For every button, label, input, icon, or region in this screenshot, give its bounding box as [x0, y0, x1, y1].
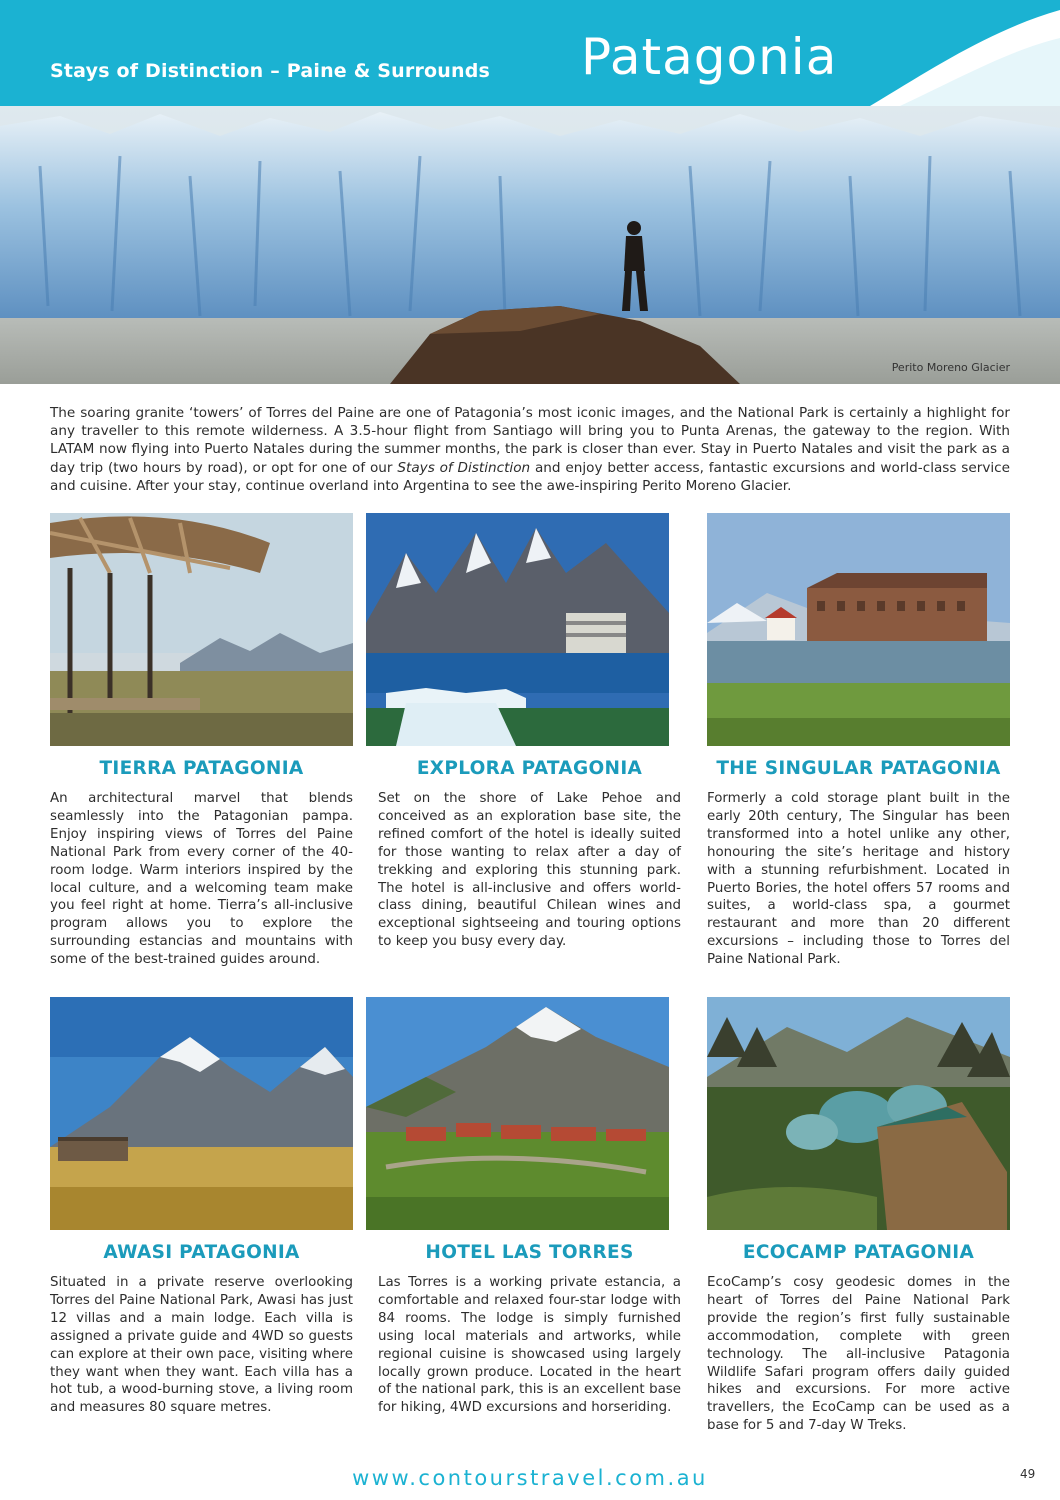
page-number: 49 — [1020, 1467, 1036, 1481]
photo-hotel-las-torres — [366, 997, 669, 1230]
photo-caption: Perito Moreno Glacier — [891, 361, 1010, 374]
card-title-explora: EXPLORA PATAGONIA — [416, 758, 643, 779]
card-title-ecocamp: ECOCAMP PATAGONIA — [742, 1242, 975, 1263]
page-title: Patagonia — [581, 28, 838, 86]
intro-paragraph: The soaring granite ‘towers’ of Torres del Paine are one of Patagonia’s most iconic images, and the National Park is certainly a highlight for any traveller to this remote wilderness. A 3.5-hour flight from Santiago will bring you to Punta Arenas, the gateway to the region. With LATAM now flying into Puerto Natales during the summer months, the park is closer than ever. Stay in Puerto Natales and visit the park as a day trip (two hours by road), or opt for one of our Stays of Distinction and enjoy better access, fantastic excursions and world-class service and cuisine. After your stay, continue overland into Argentina to see the awe-inspiring Perito Moreno Glacier. — [50, 405, 1010, 494]
card-text-singular: Formerly a cold storage plant built in the early 20th century, The Singular has been transformed into a hotel unlike any other, honouring the site’s heritage and history with a stunning refurbishment. Located in Puerto Bories, the hotel offers 57 rooms and suites, a world-class spa, a gourmet restaurant and more than 20 different excursions – including those to Torres del Paine National Park. — [707, 791, 1010, 968]
photo-ecocamp-patagonia — [707, 997, 1010, 1230]
card-text-tierra: An architectural marvel that blends seamlessly into the Patagonian pampa. Enjoy inspiring views of Torres del Paine National Park from every corner of the 40-room lodge. Warm interiors inspired by the local culture, and a welcoming team make you feel right at home. Tierra’s all-inclusive program allows you to explore the surrounding estancias and mountains with some of the best-trained guides around. — [50, 791, 353, 968]
card-title-tierra: TIERRA PATAGONIA — [99, 758, 304, 779]
section-subtitle: Stays of Distinction – Paine & Surrounds — [50, 60, 491, 82]
hero-image-glacier — [0, 106, 1060, 384]
card-text-ecocamp: EcoCamp’s cosy geodesic domes in the heart of Torres del Paine National Park provide the region’s first fully sustainable accommodation, complete with green technology. The all-inclusive Patagonia Wildlife Safari program offers daily guided hikes and excursions. For more active travellers, the EcoCamp can be used as a base for 5 and 7-day W Treks. — [707, 1275, 1010, 1434]
photo-tierra-patagonia — [50, 513, 353, 746]
card-title-awasi: AWASI PATAGONIA — [103, 1242, 300, 1263]
card-title-singular: THE SINGULAR PATAGONIA — [716, 758, 1001, 779]
card-title-las-torres: HOTEL LAS TORRES — [425, 1242, 634, 1263]
website-url[interactable]: www.contourstravel.com.au — [352, 1466, 708, 1490]
card-text-las-torres: Las Torres is a working private estancia, a comfortable and relaxed four-star lodge with 84 rooms. The lodge is simply furnished using local materials and artworks, while regional cuisine is showcased using largely locally grown produce. Located in the heart of the national park, this is an excellent base for hiking, 4WD excursions and horseriding. — [378, 1275, 681, 1416]
photo-the-singular-patagonia — [707, 513, 1010, 746]
card-text-explora: Set on the shore of Lake Pehoe and conceived as an exploration base site, the refined comfort of the hotel is ideally suited for those wanting to relax after a day of trekking and exploring this stunning park. The hotel is all-inclusive and offers world-class dining, beautiful Chilean wines and exceptional sightseeing and touring options to keep you busy every day. — [378, 791, 681, 950]
page-header — [0, 0, 1060, 106]
photo-explora-patagonia — [366, 513, 669, 746]
card-text-awasi: Situated in a private reserve overlooking Torres del Paine National Park, Awasi has just 12 villas and a main lodge. Each villa is assigned a private guide and 4WD so guests can explore at their own pace, visiting where they want when they want. Each villa has a hot tub, a wood-burning stove, a living room and measures 80 square metres. — [50, 1275, 353, 1416]
header-wave-graphic — [0, 0, 1060, 106]
photo-awasi-patagonia — [50, 997, 353, 1230]
intro-emphasis: Stays of Distinction — [397, 459, 531, 476]
